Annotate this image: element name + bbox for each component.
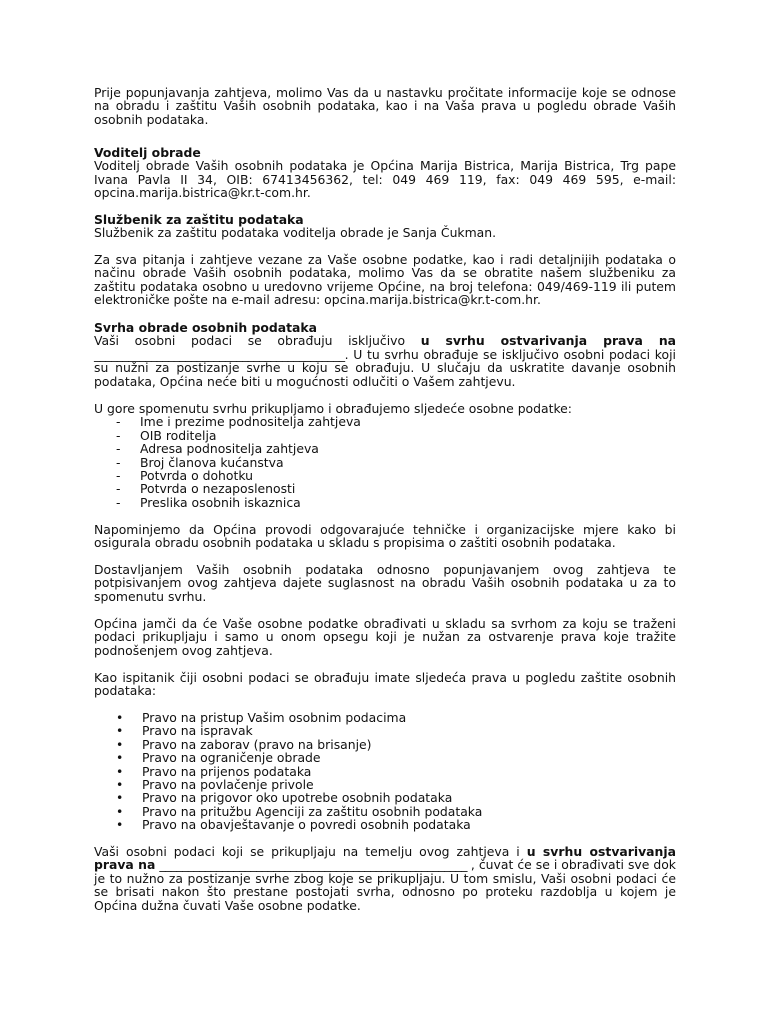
list-item: - Potvrda o nezaposlenosti — [94, 482, 676, 495]
collected-section — [94, 402, 676, 509]
list-item: • Pravo na pritužbu Agenciji za zaštitu osobnih podataka — [94, 805, 676, 818]
officer-heading: Službenik za zaštitu podataka — [94, 212, 304, 227]
purpose-lead: Vaši osobni podaci se obrađuju isključivo — [94, 333, 406, 349]
list-item: • Pravo na zaborav (pravo na brisanje) — [94, 738, 676, 751]
officer-contact-section — [94, 253, 676, 307]
intro-paragraph: Prije popunjavanja zahtjeva, molimo Vas da u nastavku pročitate informacije koje se odnose na obradu i zaštitu Vaših osobnih podataka, kao i na Vaša prava u pogledu obrade Vaših osobnih podataka. — [94, 85, 676, 127]
retention-lead: Vaši osobni podaci koji se prikupljaju na temelju ovog zahtjeva i — [94, 844, 520, 859]
list-item: - Ime i prezime podnositelja zahtjeva — [94, 415, 676, 428]
collected-list — [94, 415, 676, 509]
rights-list — [94, 711, 676, 832]
retention-bold: u svrhu ostvarivanja prava na — [94, 844, 676, 873]
measures-paragraph: Napominjemo da Općina provodi odgovarajuće tehničke i organizacijske mjere kako bi osigurala obradu osobnih podataka u skladu s propisima o zaštiti osobnih podataka. — [94, 522, 676, 551]
retention-paragraph — [94, 845, 676, 912]
list-item: • Pravo na ograničenje obrade — [94, 751, 676, 764]
retention-rest: , čuvat će se i obrađivati sve dok je to nužno za postizanje svrhe zbog koje se prikupljaju. U tom smislu, Vaši osobni podaci će se brisati nakon što prestane postojati svrha, odnosno po proteku razdoblja u kojem je Općina dužna čuvati Vaše osobne podatke. — [94, 857, 676, 913]
list-item: • Pravo na prijenos podataka — [94, 765, 676, 778]
list-item: - Broj članova kućanstva — [94, 456, 676, 469]
intro-section — [94, 86, 676, 126]
list-item: • Pravo na ispravak — [94, 724, 676, 737]
measures-section — [94, 523, 676, 550]
officer-section — [94, 213, 676, 240]
retention-section — [94, 845, 676, 912]
retention-blank-line: ______________________________________________________ — [159, 857, 467, 873]
controller-paragraph: Voditelj obrade Vaših osobnih podataka je Općina Marija Bistrica, Marija Bistrica, Trg pape Ivana Pavla II 34, OIB: 67413456362, tel: 049 469 119, fax: 049 469 595, e-mail: opcina.marija.bistrica@kr.t-com.hr. — [94, 158, 676, 201]
rights-list-section — [94, 711, 676, 832]
purpose-paragraph — [94, 334, 676, 388]
list-item: - Adresa podnositelja zahtjeva — [94, 442, 676, 455]
purpose-bold: u svrhu ostvarivanja prava na — [420, 333, 676, 349]
purpose-heading: Svrha obrade osobnih podataka — [94, 320, 318, 335]
purpose-section — [94, 321, 676, 388]
controller-section — [94, 146, 676, 200]
purpose-blank-line: ____________________________________________ — [94, 346, 345, 362]
list-item: • Pravo na povlačenje privole — [94, 778, 676, 791]
controller-heading: Voditelj obrade — [94, 145, 201, 160]
list-item: • Pravo na pristup Vašim osobnim podacima — [94, 711, 676, 724]
rights-section — [94, 671, 676, 698]
list-item: - Potvrda o dohotku — [94, 469, 676, 482]
collected-intro: U gore spomenutu svrhu prikupljamo i obrađujemo sljedeće osobne podatke: — [94, 401, 572, 416]
list-item: • Pravo na prigovor oko upotrebe osobnih podataka — [94, 791, 676, 804]
officer-paragraph: Službenik za zaštitu podataka voditelja obrade je Sanja Čukman. — [94, 225, 497, 241]
guarantee-section — [94, 617, 676, 657]
rights-intro: Kao ispitanik čiji osobni podaci se obrađuju imate sljedeća prava u pogledu zaštite osobnih podataka: — [94, 670, 676, 699]
officer-contact-paragraph: Za sva pitanja i zahtjeve vezane za Vaše osobne podatke, kao i radi detaljnijih podataka o načinu obrade Vaših osobnih podataka, molimo Vas da se obratite našem službeniku za zaštitu podataka osobno u uredovno vrijeme Općine, na broj telefona: 049/469-119 ili putem elektroničke pošte na e-mail adresu: opcina.marija.bistrica@kr.t-com.hr. — [94, 252, 676, 308]
list-item: • Pravo na obavještavanje o povredi osobnih podataka — [94, 818, 676, 831]
purpose-rest: . U tu svrhu obrađuje se isključivo osobni podaci koji su nužni za postizanje svrhe u koju se obrađuju. U slučaju da uskratite davanje osobnih podataka, Općina neće biti u mogućnosti odlučiti o Vašem zahtjevu. — [94, 346, 676, 389]
consent-section — [94, 563, 676, 603]
consent-paragraph: Dostavljanjem Vaših osobnih podataka odnosno popunjavanjem ovog zahtjeva te potpisivanjem ovog zahtjeva dajete suglasnost na obradu Vaših osobnih podataka u za to spomenutu svrhu. — [94, 562, 676, 604]
list-item: - OIB roditelja — [94, 429, 676, 442]
list-item: - Preslika osobnih iskaznica — [94, 496, 676, 509]
guarantee-paragraph: Općina jamči da će Vaše osobne podatke obrađivati u skladu sa svrhom za koju se traženi podaci prikupljaju i samo u onom opsegu koji je nužan za ostvarenje prava koje tražite podnošenjem ovog zahtjeva. — [94, 616, 676, 658]
